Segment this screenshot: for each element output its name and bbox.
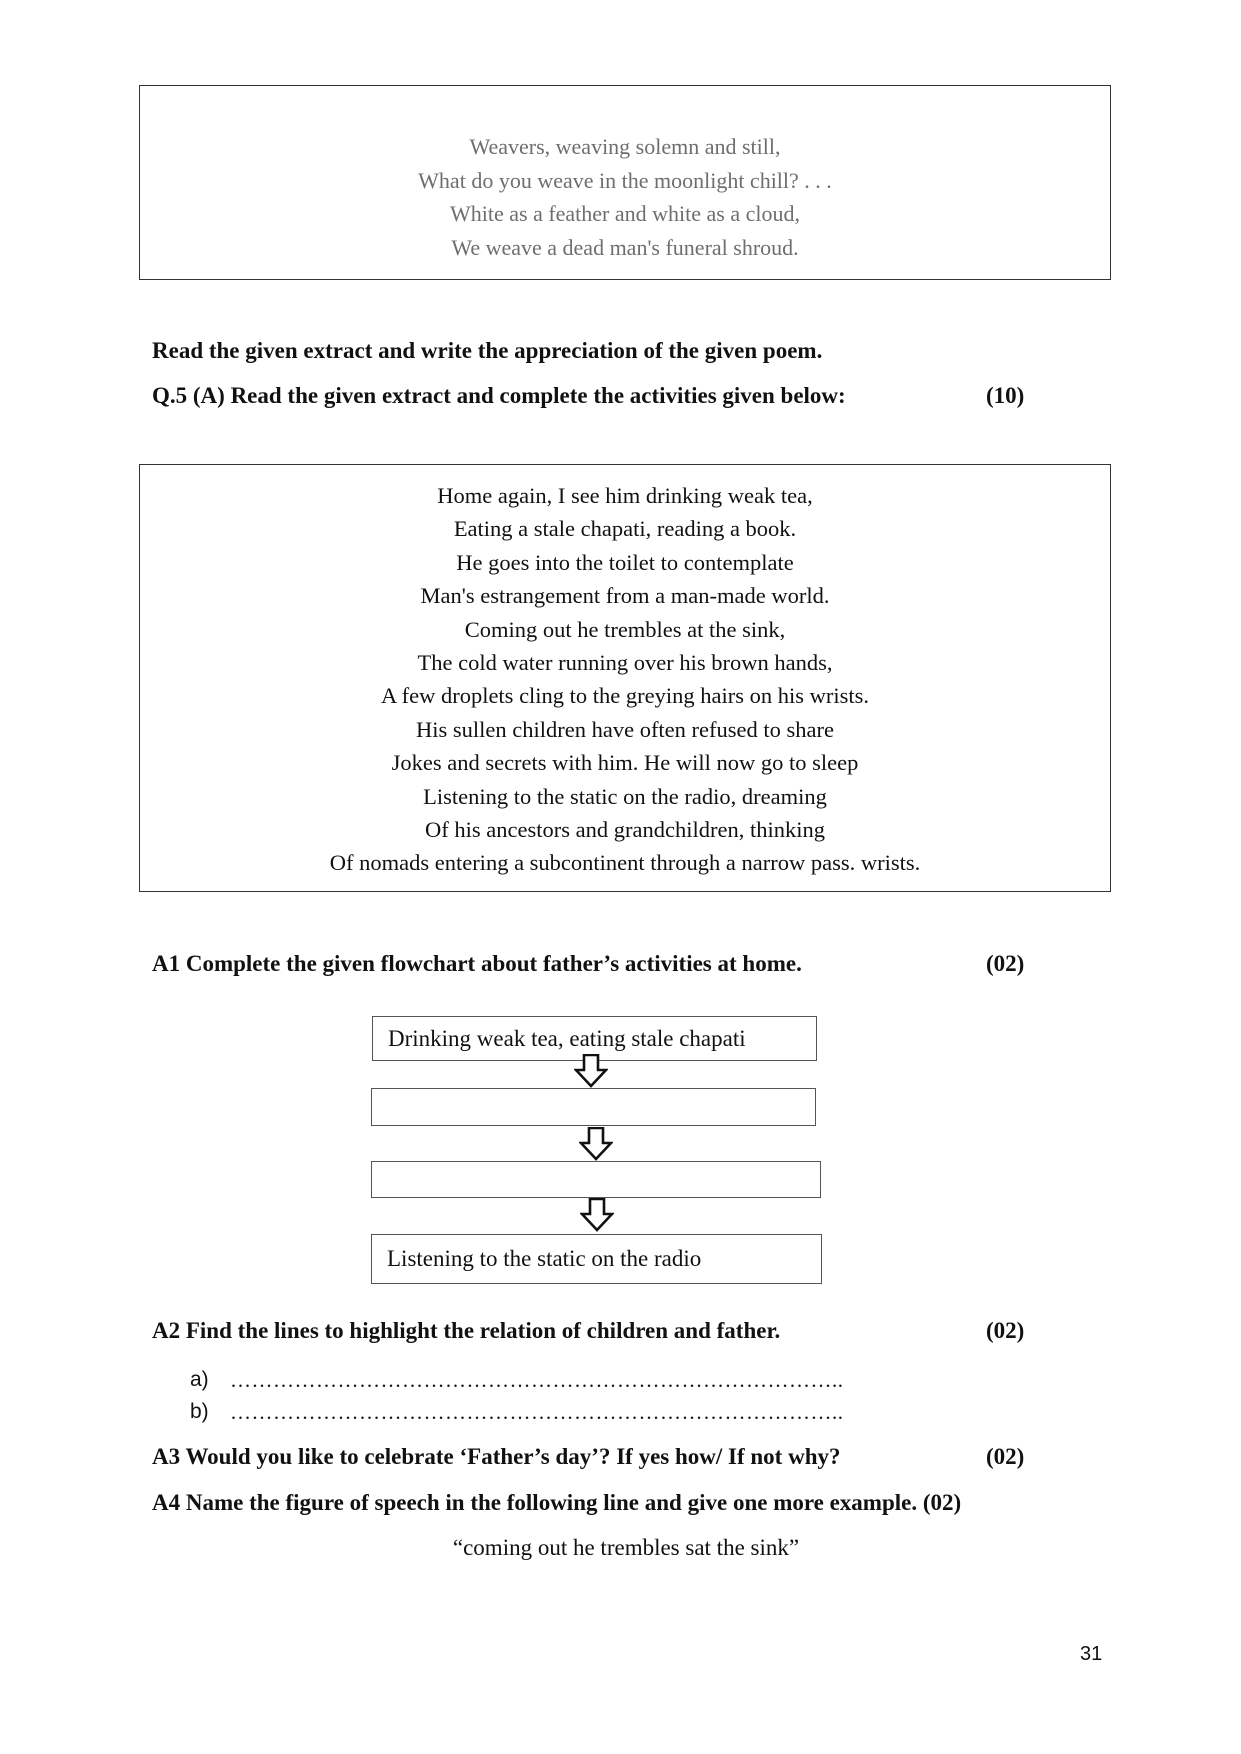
poem-line: Home again, I see him drinking weak tea, [437,483,813,508]
poem-extract-box-2 [139,464,1111,892]
a1-marks: (02) [986,951,1025,976]
q5-marks: (10) [986,383,1025,408]
poem-extract-box-1 [139,85,1111,280]
poem-line: A few droplets cling to the greying hairs on his wrists. [380,683,870,709]
poem-line: Listening to the static on the radio, dreaming [423,783,827,809]
poem-line: White as a feather and white as a cloud, [449,201,800,226]
flowchart-step-4: Listening to the static on the radio [371,1234,822,1284]
poem-line: Weavers, weaving solemn and still, [469,134,781,159]
a2-question: A2 Find the lines to highlight the relation of children and father. [152,1318,781,1343]
a4-question: A4 Name the figure of speech in the following line and give one more example. (02) [152,1490,962,1515]
poem-line: He goes into the toilet to contemplate [456,549,794,575]
poem-line: Jokes and secrets with him. He will now go to sleep [391,750,859,776]
page-number: 31 [1080,1643,1103,1665]
down-arrow-icon [574,1054,608,1088]
a3-marks: (02) [986,1444,1025,1469]
appreciation-instruction: Read the given extract and write the appreciation of the given poem. [152,338,823,363]
poem-line: Eating a stale chapati, reading a book. [453,516,797,542]
down-arrow-icon [579,1127,613,1161]
flowchart-step-1: Drinking weak tea, eating stale chapati [372,1016,817,1061]
poem-line: Coming out he trembles at the sink, [464,616,786,642]
flowchart-step-3-blank[interactable] [371,1161,821,1198]
a1-question: A1 Complete the given flowchart about father’s activities at home. [152,951,802,976]
a2-answer-line-b[interactable]: ………………………………………………………………………….. [230,1400,844,1424]
poem-line: His sullen children have often refused to share [416,716,834,742]
a2-answer-line-a[interactable]: ………………………………………………………………………….. [230,1368,844,1392]
a4-quoted-line: “coming out he trembles sat the sink” [452,1535,800,1560]
down-arrow-icon [580,1198,614,1232]
a2-option-b-label: b) [190,1400,209,1423]
poem-line: Of nomads entering a subcontinent through a narrow pass. wrists. [329,850,921,876]
poem-line: Of his ancestors and grandchildren, thinking [425,817,825,843]
poem-line: Man's estrangement from a man-made world. [420,583,830,609]
a3-question: A3 Would you like to celebrate ‘Father’s day’? If yes how/ If not why? [152,1444,841,1469]
flowchart-step-2-blank[interactable] [371,1088,816,1126]
q5-heading: Q.5 (A) Read the given extract and complete the activities given below: [152,383,846,408]
poem-line: We weave a dead man's funeral shroud. [451,234,799,260]
poem-line: The cold water running over his brown hands, [417,650,833,676]
a2-option-a-label: a) [190,1368,209,1391]
a2-marks: (02) [986,1318,1025,1343]
poem-line: What do you weave in the moonlight chill? . . . [418,167,832,193]
